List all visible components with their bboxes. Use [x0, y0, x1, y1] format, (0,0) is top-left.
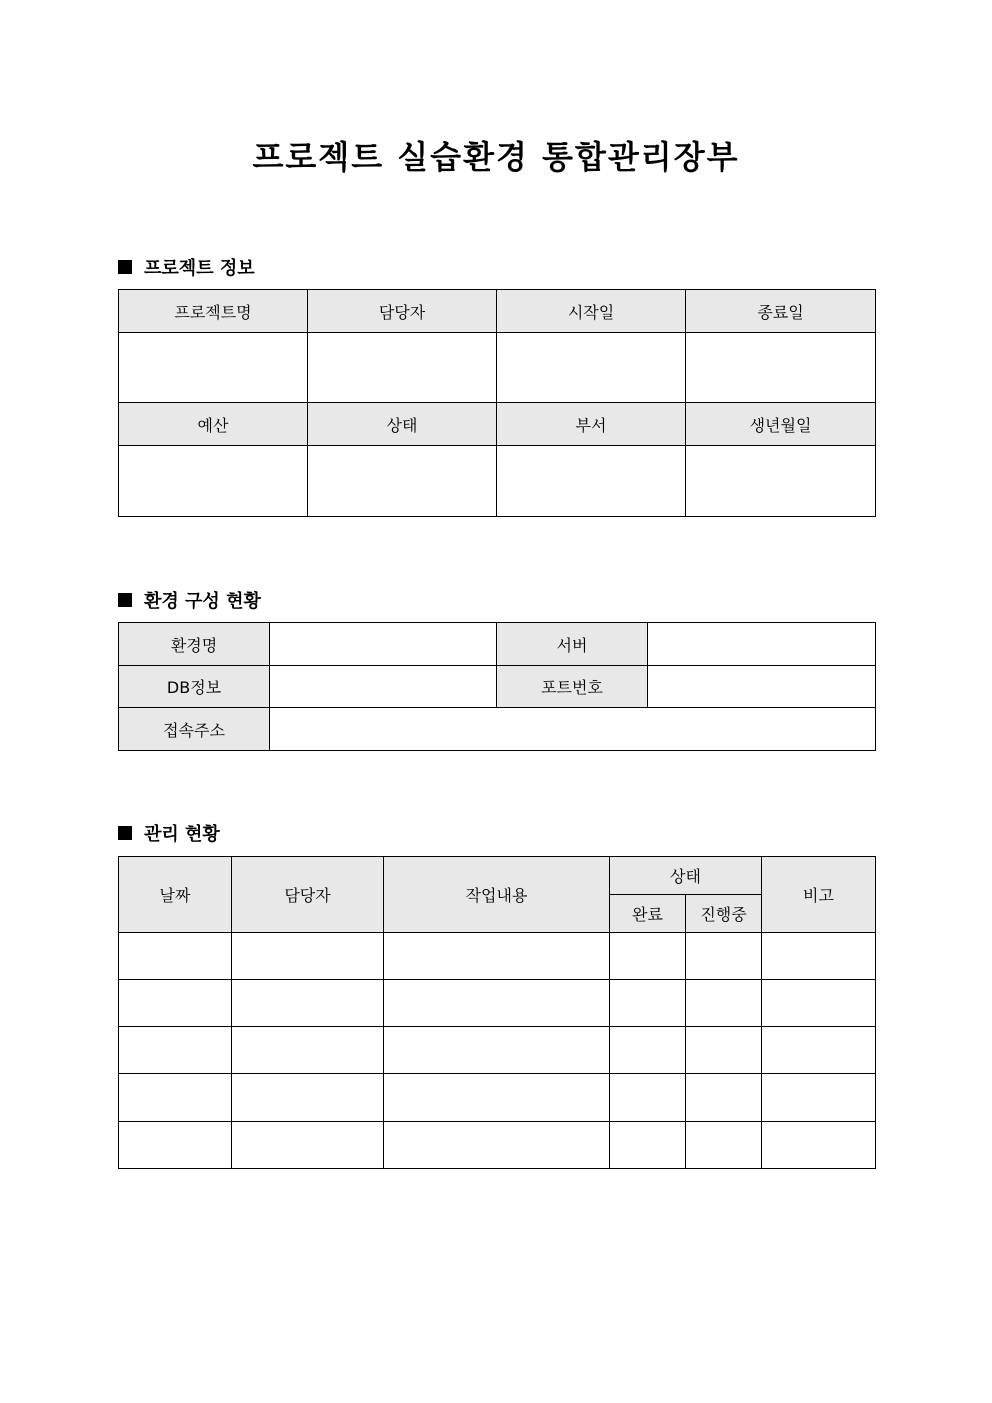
- label-env-name: 환경명: [119, 623, 270, 666]
- section-heading-management: [118, 820, 220, 846]
- label-access-url: 접속주소: [119, 708, 270, 751]
- cell-done[interactable]: [610, 1122, 686, 1169]
- table-row: [119, 1122, 876, 1169]
- cell-task[interactable]: [384, 933, 610, 980]
- label-start-date: 시작일: [497, 290, 686, 333]
- cell-note[interactable]: [762, 980, 876, 1027]
- cell-date[interactable]: [119, 1122, 232, 1169]
- label-department: 부서: [497, 403, 686, 446]
- table-row: [119, 1027, 876, 1074]
- cell-task[interactable]: [384, 980, 610, 1027]
- cell-note[interactable]: [762, 1027, 876, 1074]
- section-heading-label: 환경 구성 현황: [144, 591, 261, 612]
- management-table: [118, 856, 876, 1169]
- field-env-name[interactable]: [270, 623, 497, 666]
- cell-note[interactable]: [762, 933, 876, 980]
- cell-date[interactable]: [119, 1074, 232, 1122]
- cell-manager[interactable]: [232, 1122, 384, 1169]
- header-manager: 담당자: [232, 857, 384, 933]
- header-done: 완료: [610, 895, 686, 933]
- cell-done[interactable]: [610, 1074, 686, 1122]
- label-birthdate: 생년월일: [686, 403, 876, 446]
- field-db-info[interactable]: [270, 666, 497, 708]
- section-heading-label: 관리 현황: [144, 824, 220, 845]
- label-db-info: DB정보: [119, 666, 270, 708]
- section-heading-environment: [118, 587, 261, 613]
- label-server: 서버: [497, 623, 648, 666]
- field-budget[interactable]: [119, 446, 308, 517]
- cell-in-progress[interactable]: [686, 1074, 762, 1122]
- cell-in-progress[interactable]: [686, 933, 762, 980]
- label-manager: 담당자: [308, 290, 497, 333]
- field-manager[interactable]: [308, 333, 497, 403]
- field-end-date[interactable]: [686, 333, 876, 403]
- black-square-icon: [118, 826, 132, 840]
- cell-date[interactable]: [119, 1027, 232, 1074]
- cell-done[interactable]: [610, 980, 686, 1027]
- cell-task[interactable]: [384, 1074, 610, 1122]
- label-status: 상태: [308, 403, 497, 446]
- cell-in-progress[interactable]: [686, 980, 762, 1027]
- section-heading-label: 프로젝트 정보: [144, 258, 255, 279]
- project-info-table: [118, 289, 876, 517]
- field-access-url[interactable]: [270, 708, 876, 751]
- environment-table: [118, 622, 876, 751]
- table-row: [119, 980, 876, 1027]
- cell-in-progress[interactable]: [686, 1027, 762, 1074]
- black-square-icon: [118, 593, 132, 607]
- field-status[interactable]: [308, 446, 497, 517]
- field-start-date[interactable]: [497, 333, 686, 403]
- header-status: 상태: [610, 857, 762, 895]
- cell-manager[interactable]: [232, 933, 384, 980]
- field-department[interactable]: [497, 446, 686, 517]
- field-birthdate[interactable]: [686, 446, 876, 517]
- label-end-date: 종료일: [686, 290, 876, 333]
- cell-date[interactable]: [119, 933, 232, 980]
- table-row: [119, 1074, 876, 1122]
- cell-manager[interactable]: [232, 980, 384, 1027]
- cell-date[interactable]: [119, 980, 232, 1027]
- header-in-progress: 진행중: [686, 895, 762, 933]
- document-title: 프로젝트 실습환경 통합관리장부: [252, 138, 740, 176]
- header-note: 비고: [762, 857, 876, 933]
- label-budget: 예산: [119, 403, 308, 446]
- cell-task[interactable]: [384, 1122, 610, 1169]
- section-heading-project-info: [118, 254, 255, 280]
- cell-note[interactable]: [762, 1122, 876, 1169]
- field-port[interactable]: [648, 666, 876, 708]
- field-server[interactable]: [648, 623, 876, 666]
- label-port: 포트번호: [497, 666, 648, 708]
- header-task: 작업내용: [384, 857, 610, 933]
- black-square-icon: [118, 260, 132, 274]
- field-project-name[interactable]: [119, 333, 308, 403]
- label-project-name: 프로젝트명: [119, 290, 308, 333]
- cell-done[interactable]: [610, 1027, 686, 1074]
- table-row: [119, 933, 876, 980]
- cell-manager[interactable]: [232, 1027, 384, 1074]
- cell-task[interactable]: [384, 1027, 610, 1074]
- cell-in-progress[interactable]: [686, 1122, 762, 1169]
- header-date: 날짜: [119, 857, 232, 933]
- cell-manager[interactable]: [232, 1074, 384, 1122]
- cell-note[interactable]: [762, 1074, 876, 1122]
- cell-done[interactable]: [610, 933, 686, 980]
